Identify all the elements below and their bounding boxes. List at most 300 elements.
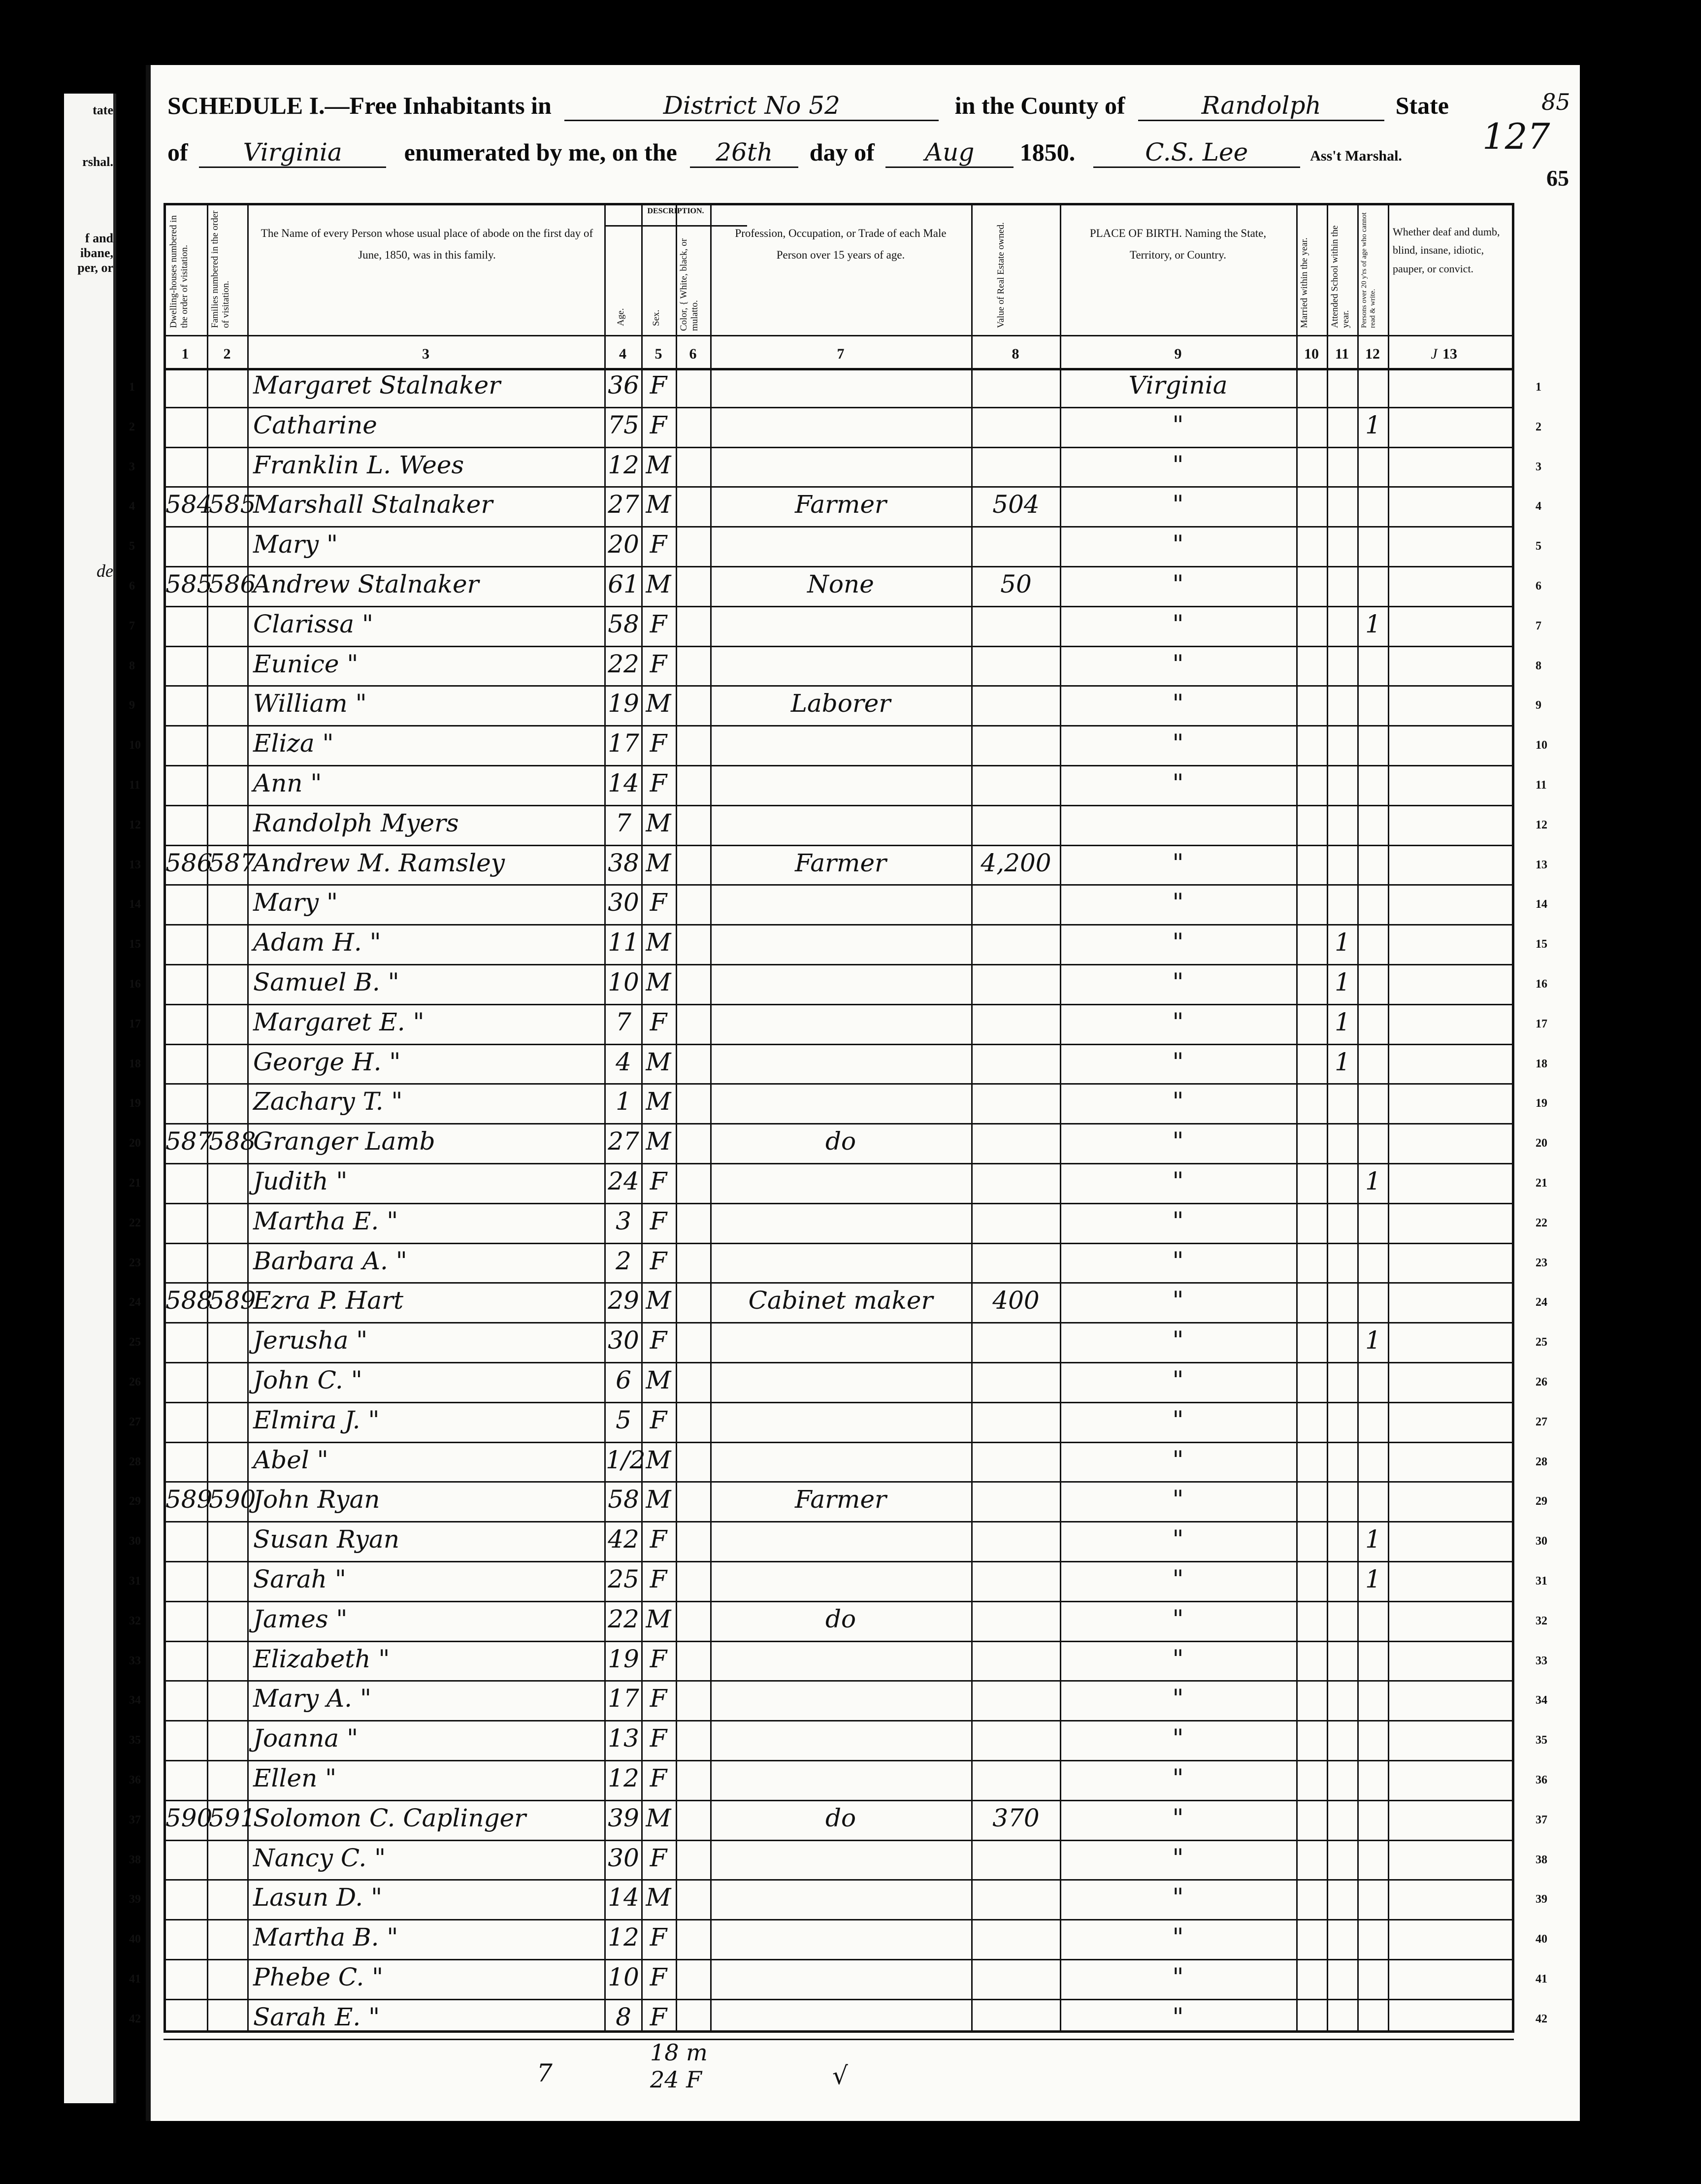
column-number: 8 <box>1012 346 1019 362</box>
line-number-left: 20 <box>129 1137 141 1150</box>
table-row <box>164 1681 1514 1721</box>
person-name: Sarah E. " <box>253 2002 380 2031</box>
age-value: 14 <box>608 1883 639 1912</box>
row-rule <box>164 2039 1514 2040</box>
prev-page-label: ibane, <box>80 246 113 260</box>
day-label: day of <box>809 138 875 166</box>
age-value: 58 <box>608 1485 639 1514</box>
age-value: 61 <box>608 570 639 598</box>
real-estate-value: 4,200 <box>981 848 1051 877</box>
line-number-left: 34 <box>129 1694 141 1707</box>
person-name: Phebe C. " <box>253 1963 384 1991</box>
table-row <box>164 885 1514 925</box>
birthplace-value: " <box>1172 888 1184 917</box>
line-number-right: 11 <box>1536 779 1547 792</box>
line-number-left: 28 <box>129 1455 141 1468</box>
sex-value: F <box>650 649 667 678</box>
person-name: Martha E. " <box>253 1206 398 1235</box>
table-row <box>164 1084 1514 1124</box>
sex-value: M <box>646 1485 671 1514</box>
person-name: Ellen " <box>253 1764 337 1792</box>
prev-page-label: per, or <box>77 261 113 275</box>
schedule-title: SCHEDULE I.—Free Inhabitants in <box>167 92 552 119</box>
line-number-left: 17 <box>129 1017 141 1030</box>
line-number-left: 35 <box>129 1734 141 1747</box>
birthplace-value: " <box>1172 689 1184 718</box>
birthplace-value: " <box>1172 450 1184 479</box>
line-number-right: 14 <box>1536 898 1547 911</box>
sex-value: F <box>650 1206 667 1235</box>
birthplace-value: " <box>1172 1286 1184 1315</box>
school-mark: 1 <box>1335 1007 1350 1036</box>
sex-value: F <box>650 1246 667 1275</box>
line-number-right: 10 <box>1536 739 1547 752</box>
age-value: 19 <box>608 689 639 718</box>
person-name: Solomon C. Caplinger <box>253 1803 526 1832</box>
birthplace-value: " <box>1172 1923 1184 1952</box>
line-number-left: 32 <box>129 1614 141 1627</box>
age-value: 8 <box>616 2002 631 2031</box>
line-number-left: 4 <box>129 500 135 513</box>
age-value: 13 <box>608 1724 639 1753</box>
line-number-left: 8 <box>129 659 135 672</box>
line-number-right: 35 <box>1536 1734 1547 1747</box>
occupation-value: Farmer <box>795 1485 886 1514</box>
line-number-left: 11 <box>129 779 140 792</box>
dwelling-number: 590 <box>165 1803 213 1832</box>
line-number-left: 7 <box>129 619 135 632</box>
table-row <box>164 1522 1514 1561</box>
person-name: Elizabeth " <box>253 1644 390 1673</box>
table-row <box>164 368 1514 407</box>
header-rule <box>164 335 1514 336</box>
birthplace-value: Virginia <box>1128 371 1228 399</box>
line-number-right: 21 <box>1536 1177 1547 1190</box>
sex-value: F <box>650 1167 667 1195</box>
birthplace-value: " <box>1172 1724 1184 1753</box>
age-value: 3 <box>616 1206 631 1235</box>
table-row <box>164 448 1514 487</box>
birthplace-value: " <box>1172 649 1184 678</box>
census-table <box>164 203 1514 2033</box>
column-number: 10 <box>1304 346 1319 362</box>
line-number-right: 40 <box>1536 1933 1547 1946</box>
age-value: 1 <box>616 1087 631 1116</box>
age-value: 27 <box>608 490 639 519</box>
birthplace-value: " <box>1172 1644 1184 1673</box>
line-number-right: 27 <box>1536 1415 1547 1428</box>
corner-mark: 85 <box>1541 89 1570 115</box>
illiterate-mark: 1 <box>1365 609 1381 638</box>
person-name: Mary A. " <box>253 1684 371 1713</box>
line-number-left: 5 <box>129 540 135 553</box>
line-number-left: 39 <box>129 1893 141 1906</box>
line-number-right: 12 <box>1536 818 1547 831</box>
table-row <box>164 686 1514 726</box>
tally-left: 7 <box>537 2059 553 2087</box>
birthplace-value: " <box>1172 1843 1184 1872</box>
sex-value: F <box>650 530 667 559</box>
birthplace-value: " <box>1172 1764 1184 1792</box>
column-number: 11 <box>1335 346 1349 362</box>
line-number-left: 21 <box>129 1177 141 1190</box>
sex-value: F <box>650 1007 667 1036</box>
age-value: 10 <box>608 1963 639 1991</box>
table-row <box>164 1642 1514 1681</box>
dwelling-number: 584 <box>165 490 213 519</box>
sex-value: M <box>646 968 671 996</box>
column-number: 6 <box>689 346 697 362</box>
table-row <box>164 925 1514 964</box>
birthplace-value: " <box>1172 1127 1184 1156</box>
line-number-right: 37 <box>1536 1813 1547 1826</box>
person-name: Mary " <box>253 530 338 559</box>
table-row <box>164 1960 1514 1999</box>
sex-value: M <box>646 848 671 877</box>
previous-page-edge <box>64 94 116 2103</box>
sex-value: M <box>646 689 671 718</box>
sex-value: F <box>650 410 667 439</box>
prev-page-label: rshal. <box>82 155 113 169</box>
person-name: Samuel B. " <box>253 968 399 996</box>
line-number-right: 26 <box>1536 1376 1547 1389</box>
sex-value: M <box>646 1883 671 1912</box>
table-row <box>164 965 1514 1004</box>
printed-page-number: 65 <box>1546 165 1569 191</box>
person-name: Jerusha " <box>253 1326 368 1355</box>
line-number-left: 31 <box>129 1575 141 1588</box>
col-header-illiterate: Persons over 20 y'rs of age who cannot read & write. <box>1360 212 1377 328</box>
birthplace-value: " <box>1172 1326 1184 1355</box>
birthplace-value: " <box>1172 1565 1184 1593</box>
line-number-right: 25 <box>1536 1336 1547 1349</box>
col-header-occupation: Profession, Occupation, or Trade of each Male Person over 15 years of age. <box>735 227 947 261</box>
person-name: Eunice " <box>253 649 359 678</box>
person-name: Susan Ryan <box>253 1525 400 1554</box>
sex-value: F <box>650 1326 667 1355</box>
line-number-right: 39 <box>1536 1893 1547 1906</box>
table-row <box>164 1363 1514 1402</box>
occupation-value: Laborer <box>790 689 891 718</box>
occupation-value: do <box>825 1604 856 1633</box>
birthplace-value: " <box>1172 490 1184 519</box>
line-number-right: 31 <box>1536 1575 1547 1588</box>
line-number-right: 22 <box>1536 1216 1547 1229</box>
birthplace-value: " <box>1172 570 1184 598</box>
age-value: 39 <box>608 1803 639 1832</box>
dwelling-number: 588 <box>165 1286 213 1315</box>
age-value: 4 <box>616 1047 631 1076</box>
table-row <box>164 1602 1514 1641</box>
occupation-value: None <box>807 570 874 598</box>
person-name: Randolph Myers <box>253 808 459 837</box>
line-number-left: 10 <box>129 739 141 752</box>
person-name: William " <box>253 689 367 718</box>
birthplace-value: " <box>1172 2002 1184 2031</box>
column-number: 5 <box>654 346 662 362</box>
prev-page-label: tate <box>93 103 113 117</box>
line-number-left: 9 <box>129 699 135 712</box>
col-header-birthplace: PLACE OF BIRTH. Naming the State, Territory, or Country. <box>1089 227 1267 261</box>
person-name: Abel " <box>253 1445 328 1474</box>
prev-page-mark: de <box>97 561 113 581</box>
person-name: James " <box>253 1604 348 1633</box>
birthplace-value: " <box>1172 729 1184 758</box>
occupation-value: Cabinet maker <box>748 1286 933 1315</box>
table-row <box>164 527 1514 566</box>
sex-value: F <box>650 2002 667 2031</box>
age-value: 30 <box>608 888 639 917</box>
age-value: 22 <box>608 1604 639 1633</box>
sex-value: M <box>646 1286 671 1315</box>
age-value: 7 <box>616 808 631 837</box>
family-number: 590 <box>209 1485 256 1514</box>
person-name: John C. " <box>253 1366 362 1394</box>
line-number-left: 27 <box>129 1415 141 1428</box>
sex-value: F <box>650 1405 667 1434</box>
birthplace-value: " <box>1172 1087 1184 1116</box>
age-value: 29 <box>608 1286 639 1315</box>
birthplace-value: " <box>1172 968 1184 996</box>
person-name: John Ryan <box>253 1485 380 1514</box>
birthplace-value: " <box>1172 1366 1184 1394</box>
column-number: 4 <box>619 346 626 362</box>
sex-value: F <box>650 609 667 638</box>
birthplace-value: " <box>1172 530 1184 559</box>
person-name: Margaret Stalnaker <box>253 371 501 399</box>
age-value: 20 <box>608 530 639 559</box>
line-number-right: 6 <box>1536 580 1541 593</box>
person-name: George H. " <box>253 1047 401 1076</box>
line-number-right: 42 <box>1536 2012 1547 2025</box>
prev-page-label: f and <box>85 231 113 245</box>
table-row <box>164 487 1514 527</box>
table-row <box>164 1562 1514 1601</box>
birthplace-value: " <box>1172 1684 1184 1713</box>
table-row <box>164 647 1514 686</box>
table-row <box>164 1920 1514 1959</box>
family-number: 587 <box>209 848 256 877</box>
age-value: 30 <box>608 1326 639 1355</box>
person-name: Adam H. " <box>253 928 381 957</box>
age-value: 12 <box>608 450 639 479</box>
state-label: State <box>1395 92 1449 119</box>
line-number-right: 5 <box>1536 540 1541 553</box>
state-field: Virginia <box>199 138 386 168</box>
age-value: 12 <box>608 1764 639 1792</box>
age-value: 17 <box>608 729 639 758</box>
line-number-left: 26 <box>129 1376 141 1389</box>
occupation-value: do <box>825 1127 856 1156</box>
family-number: 585 <box>209 490 256 519</box>
col-header-real-estate: Value of Real Estate owned. <box>996 222 1006 328</box>
birthplace-value: " <box>1172 1963 1184 1991</box>
person-name: Zachary T. " <box>253 1087 403 1116</box>
line-number-right: 2 <box>1536 420 1541 433</box>
table-row <box>164 1721 1514 1760</box>
table-row <box>164 1801 1514 1840</box>
district-field: District No 52 <box>564 91 939 121</box>
handwritten-page-number: 127 <box>1482 116 1550 157</box>
real-estate-value: 504 <box>992 490 1040 519</box>
birthplace-value: " <box>1172 609 1184 638</box>
age-value: 11 <box>608 928 639 957</box>
person-name: Catharine <box>253 410 377 439</box>
column-number: 7 <box>837 346 845 362</box>
person-name: Joanna " <box>253 1724 359 1753</box>
dwelling-number: 589 <box>165 1485 213 1514</box>
column-number: 9 <box>1174 346 1182 362</box>
person-name: Granger Lamb <box>253 1127 435 1156</box>
birthplace-value: " <box>1172 928 1184 957</box>
sex-value: M <box>646 1366 671 1394</box>
age-value: 5 <box>616 1405 631 1434</box>
illiterate-mark: 1 <box>1365 1167 1381 1195</box>
line-number-left: 38 <box>129 1853 141 1866</box>
birthplace-value: " <box>1172 1883 1184 1912</box>
sex-value: M <box>646 1047 671 1076</box>
person-name: Sarah " <box>253 1565 346 1593</box>
sex-value: F <box>650 1843 667 1872</box>
line-number-right: 15 <box>1536 938 1547 951</box>
sex-value: M <box>646 1604 671 1633</box>
age-value: 2 <box>616 1246 631 1275</box>
line-number-right: 3 <box>1536 460 1541 473</box>
person-name: Nancy C. " <box>253 1843 386 1872</box>
line-number-right: 4 <box>1536 500 1541 513</box>
birthplace-value: " <box>1172 410 1184 439</box>
line-number-right: 32 <box>1536 1614 1547 1627</box>
table-row <box>164 726 1514 765</box>
line-number-left: 1 <box>129 381 135 394</box>
person-name: Margaret E. " <box>253 1007 425 1036</box>
dwelling-number: 587 <box>165 1127 213 1156</box>
illiterate-mark: 1 <box>1365 1565 1381 1593</box>
line-number-left: 6 <box>129 580 135 593</box>
birthplace-value: " <box>1172 1246 1184 1275</box>
school-mark: 1 <box>1335 1047 1350 1076</box>
birthplace-value: " <box>1172 848 1184 877</box>
birthplace-value: " <box>1172 769 1184 797</box>
person-name: Clarissa " <box>253 609 373 638</box>
line-number-right: 36 <box>1536 1774 1547 1787</box>
table-row <box>164 1124 1514 1163</box>
school-mark: 1 <box>1335 968 1350 996</box>
month-field: Aug <box>885 138 1014 168</box>
sex-value: M <box>646 490 671 519</box>
line-number-left: 12 <box>129 818 141 831</box>
column-number: 13 <box>1442 346 1457 362</box>
person-name: Barbara A. " <box>253 1246 407 1275</box>
family-number: 586 <box>209 570 256 598</box>
table-row <box>164 1204 1514 1243</box>
sex-value: M <box>646 928 671 957</box>
table-top-rule <box>164 203 1514 205</box>
col-header-color: Color, { White, black, or mulatto. <box>679 238 700 331</box>
sex-value: F <box>650 1764 667 1792</box>
tally-females: 24 F <box>650 2066 702 2093</box>
sex-value: M <box>646 1445 671 1474</box>
real-estate-value: 400 <box>992 1286 1040 1315</box>
col-header-description: DESCRIPTION. <box>647 207 704 215</box>
sex-value: F <box>650 888 667 917</box>
illiterate-mark: 1 <box>1365 1326 1381 1355</box>
line-number-left: 16 <box>129 978 141 991</box>
enumerated-label: enumerated by me, on the <box>404 138 677 166</box>
sex-value: F <box>650 371 667 399</box>
person-name: Ezra P. Hart <box>253 1286 404 1315</box>
line-number-right: 34 <box>1536 1694 1547 1707</box>
column-number: 2 <box>223 346 231 362</box>
person-name: Mary " <box>253 888 338 917</box>
table-row <box>164 846 1514 885</box>
person-name: Andrew M. Ramsley <box>253 848 505 877</box>
person-name: Andrew Stalnaker <box>253 570 479 598</box>
table-row <box>164 2000 1514 2039</box>
county-field: Randolph <box>1138 91 1384 121</box>
line-number-left: 23 <box>129 1256 141 1269</box>
sex-value: M <box>646 450 671 479</box>
age-value: 22 <box>608 649 639 678</box>
occupation-value: Farmer <box>795 490 886 519</box>
table-row <box>164 1482 1514 1522</box>
table-row <box>164 1403 1514 1442</box>
school-mark: 1 <box>1335 928 1350 957</box>
col-header-dwelling: Dwelling-houses numbered in the order of visitation. <box>168 215 190 328</box>
line-number-right: 18 <box>1536 1057 1547 1070</box>
dwelling-number: 585 <box>165 570 213 598</box>
sex-value: M <box>646 1803 671 1832</box>
table-row <box>164 1283 1514 1323</box>
family-number: 589 <box>209 1286 256 1315</box>
table-row <box>164 1443 1514 1482</box>
line-number-right: 20 <box>1536 1137 1547 1150</box>
age-value: 58 <box>608 609 639 638</box>
person-name: Franklin L. Wees <box>253 450 464 479</box>
line-number-right: 19 <box>1536 1097 1547 1110</box>
real-estate-value: 50 <box>1000 570 1032 598</box>
line-number-right: 33 <box>1536 1654 1547 1667</box>
age-value: 17 <box>608 1684 639 1713</box>
tally-males: 18 m <box>650 2039 708 2066</box>
table-row <box>164 567 1514 606</box>
sex-value: M <box>646 1087 671 1116</box>
line-number-left: 36 <box>129 1774 141 1787</box>
line-number-left: 41 <box>129 1973 141 1985</box>
sex-value: M <box>646 570 671 598</box>
column-number: 12 <box>1365 346 1380 362</box>
line-number-left: 33 <box>129 1654 141 1667</box>
line-number-right: 38 <box>1536 1853 1547 1866</box>
illiterate-mark: 1 <box>1365 410 1381 439</box>
sex-value: F <box>650 769 667 797</box>
table-row <box>164 408 1514 447</box>
column-13-mark: J <box>1431 346 1438 362</box>
age-value: 10 <box>608 968 639 996</box>
line-number-left: 42 <box>129 2012 141 2025</box>
line-number-right: 1 <box>1536 381 1541 394</box>
sex-value: F <box>650 1963 667 1991</box>
line-number-right: 16 <box>1536 978 1547 991</box>
age-value: 36 <box>608 371 639 399</box>
birthplace-value: " <box>1172 1405 1184 1434</box>
line-number-left: 30 <box>129 1535 141 1548</box>
col-header-age: Age. <box>616 308 626 326</box>
age-value: 27 <box>608 1127 639 1156</box>
line-number-right: 29 <box>1536 1495 1547 1508</box>
line-number-right: 13 <box>1536 858 1547 871</box>
line-number-right: 8 <box>1536 659 1541 672</box>
